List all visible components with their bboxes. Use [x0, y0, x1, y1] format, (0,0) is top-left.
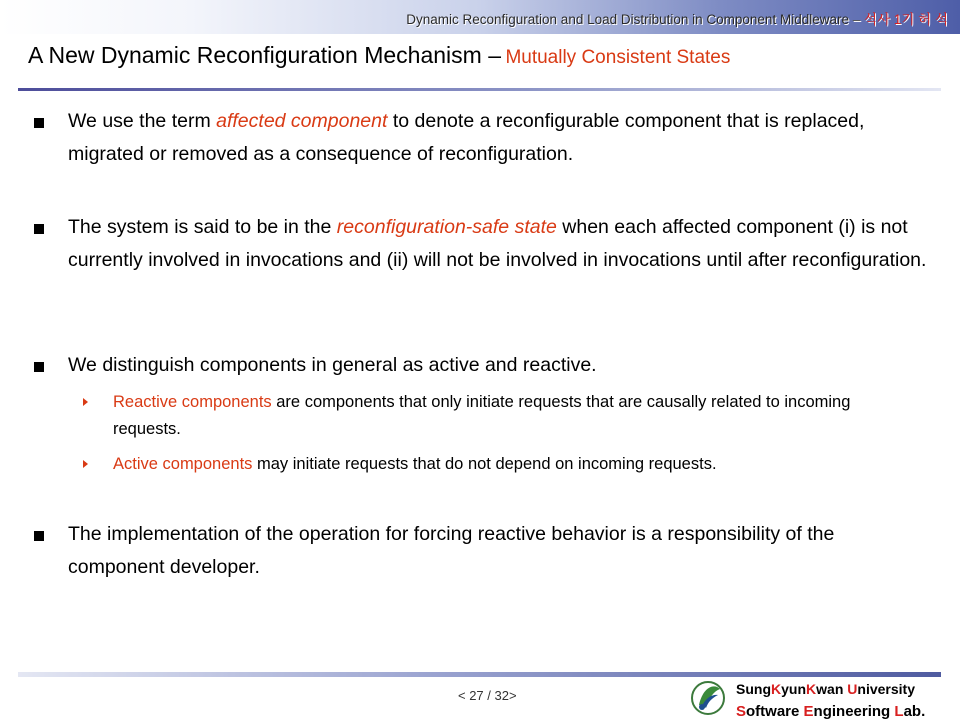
author-name: 석사 1기 허 석 [864, 12, 948, 27]
term-reactive-components: Reactive components [113, 393, 272, 411]
university-name: SungKyunKwan University [736, 681, 915, 697]
bullet-text: The system is said to be in the reconfiguration-safe state when each affected component (i) is not currently involved in invocations and (ii) will not be involved in invocations until after reconfiguration. [68, 216, 927, 271]
bullet-text: The implementation of the operation for forcing reactive behavior is a responsibility of the component developer. [68, 523, 835, 578]
slide-title-sub: Mutually Consistent States [505, 47, 731, 68]
square-bullet-icon [34, 531, 44, 541]
arrow-bullet-icon [83, 398, 88, 406]
bullet-text: We distinguish components in general as active and reactive. [68, 354, 597, 376]
course-title: Dynamic Reconfiguration and Load Distribution in Component Middleware [406, 12, 849, 27]
sub-bullet-text: Active components may initiate requests that do not depend on incoming requests. [113, 455, 717, 473]
university-logo-icon [690, 678, 726, 716]
square-bullet-icon [34, 362, 44, 372]
term-affected-component: affected component [216, 110, 388, 132]
slide-title-main: A New Dynamic Reconfiguration Mechanism – [28, 42, 501, 68]
term-active-components: Active components [113, 455, 253, 473]
lab-name: Software Engineering Lab. [736, 703, 926, 720]
page-number: < 27 / 32> [458, 688, 517, 703]
square-bullet-icon [34, 224, 44, 234]
header-separator: – [852, 12, 861, 27]
term-reconfiguration-safe-state: reconfiguration-safe state [336, 216, 557, 238]
arrow-bullet-icon [83, 460, 88, 468]
square-bullet-icon [34, 118, 44, 128]
bullet-text: We use the term affected component to denote a reconfigurable component that is replaced, migrated or removed as a consequence of reconfiguration. [68, 110, 865, 165]
sub-bullet-text: Reactive components are components that only initiate requests that are causally related to incoming requests. [113, 393, 851, 438]
footer-divider [18, 672, 941, 677]
